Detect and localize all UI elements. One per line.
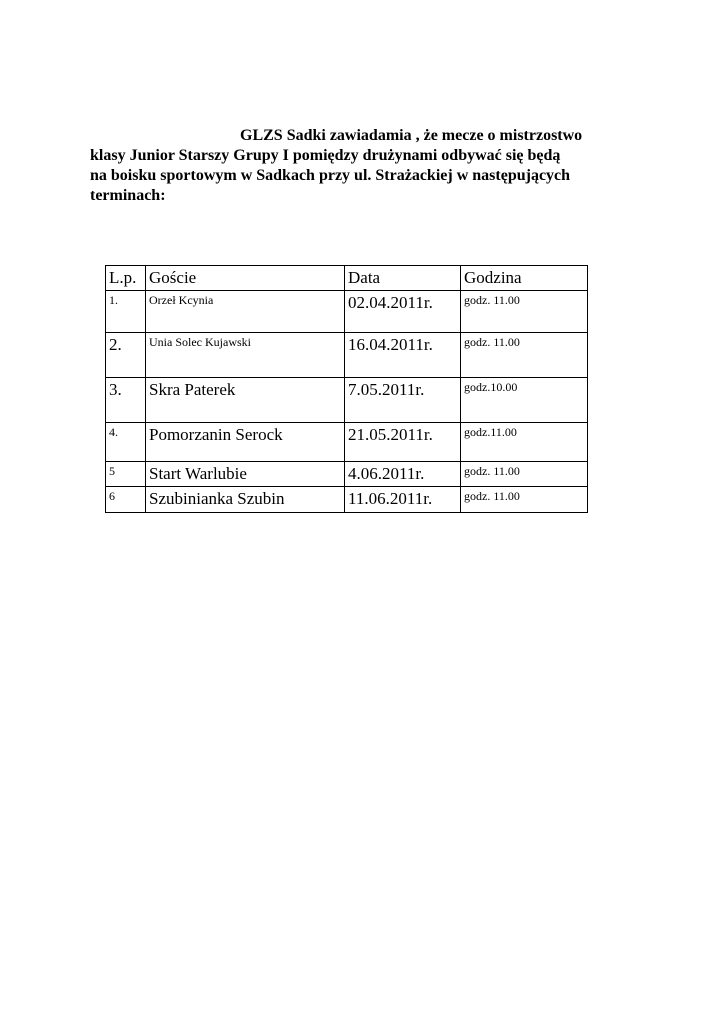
cell-date: 16.04.2011r. <box>345 333 461 378</box>
cell-lp: 5 <box>106 462 146 487</box>
table-row <box>106 423 588 462</box>
cell-lp: 6 <box>106 487 146 513</box>
cell-lp: 3. <box>106 378 146 423</box>
cell-date: 11.06.2011r. <box>345 487 461 513</box>
cell-date: 21.05.2011r. <box>345 423 461 462</box>
header-time: Godzina <box>461 266 588 291</box>
header-team: Goście <box>146 266 345 291</box>
cell-time: godz. 11.00 <box>461 333 588 378</box>
cell-time: godz. 11.00 <box>461 291 588 333</box>
cell-time: godz. 11.00 <box>461 462 588 487</box>
table-row <box>106 487 588 513</box>
cell-date: 02.04.2011r. <box>345 291 461 333</box>
table-row <box>106 378 588 423</box>
cell-time: godz.11.00 <box>461 423 588 462</box>
cell-team: Orzeł Kcynia <box>146 291 345 333</box>
cell-team: Unia Solec Kujawski <box>146 333 345 378</box>
cell-date: 7.05.2011r. <box>345 378 461 423</box>
announcement-line: klasy Junior Starszy Grupy I pomiędzy drużynami odbywać się będą <box>90 147 561 164</box>
header-date: Data <box>345 266 461 291</box>
cell-lp: 4. <box>106 423 146 462</box>
cell-team: Pomorzanin Serock <box>146 423 345 462</box>
header-lp: L.p. <box>106 266 146 291</box>
match-schedule-table <box>105 265 588 513</box>
cell-team: Skra Paterek <box>146 378 345 423</box>
cell-team: Start Warlubie <box>146 462 345 487</box>
cell-time: godz.10.00 <box>461 378 588 423</box>
announcement-line: GLZS Sadki zawiadamia , że mecze o mistrzostwo <box>240 127 583 144</box>
table-row <box>106 462 588 487</box>
cell-date: 4.06.2011r. <box>345 462 461 487</box>
table-row <box>106 291 588 333</box>
table-row <box>106 333 588 378</box>
cell-time: godz. 11.00 <box>461 487 588 513</box>
cell-lp: 1. <box>106 291 146 333</box>
announcement-text <box>90 126 630 206</box>
announcement-line: na boisku sportowym w Sadkach przy ul. Strażackiej w następujących <box>90 167 571 184</box>
announcement-line: terminach: <box>90 187 166 204</box>
table-header-row <box>106 266 588 291</box>
cell-team: Szubinianka Szubin <box>146 487 345 513</box>
cell-lp: 2. <box>106 333 146 378</box>
